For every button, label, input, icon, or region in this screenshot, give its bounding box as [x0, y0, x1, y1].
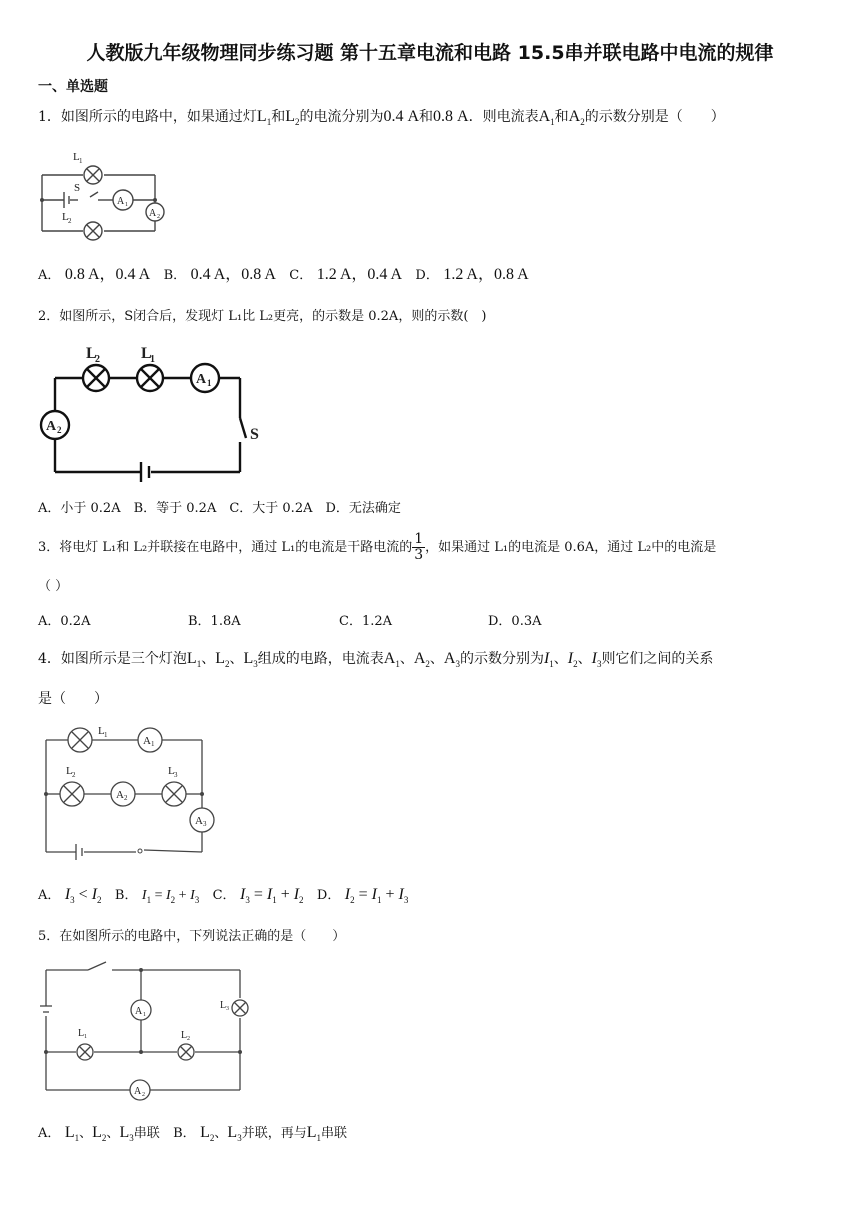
svg-text:1: 1	[84, 1034, 87, 1040]
svg-text:1: 1	[104, 731, 108, 739]
svg-text:2: 2	[95, 354, 100, 365]
page-title: 人教版九年级物理同步练习题 第十五章电流和电路 15.5串并联电路中电流的规律	[86, 42, 774, 64]
q2-circuit-diagram	[38, 338, 278, 480]
q1-circuit-diagram	[38, 148, 168, 243]
question-5: 5．在如图所示的电路中，下列说法正确的是（ ）	[38, 929, 346, 944]
q5-circuit-diagram	[38, 960, 263, 1102]
svg-text:L: L	[141, 345, 152, 362]
svg-text:L: L	[98, 725, 105, 737]
question-2-options: A．小于 0.2A B．等于 0.2A C．大于 0.2A D．无法确定	[38, 501, 401, 516]
svg-text:A: A	[117, 196, 125, 207]
svg-text:1: 1	[150, 354, 155, 365]
question-3-paren: （ ）	[38, 579, 69, 594]
q3-option-c: C．1.2A	[339, 614, 393, 629]
section-heading: 一、单选题	[38, 79, 108, 95]
svg-text:2: 2	[187, 1036, 190, 1042]
q4-circuit-diagram	[38, 722, 218, 864]
svg-text:1: 1	[207, 378, 212, 388]
svg-text:L: L	[86, 345, 97, 362]
svg-text:1: 1	[79, 157, 83, 165]
svg-text:1: 1	[125, 202, 128, 208]
svg-text:A: A	[134, 1086, 142, 1097]
svg-text:A: A	[46, 419, 57, 434]
svg-text:L: L	[220, 1000, 227, 1011]
svg-text:A: A	[116, 789, 124, 801]
svg-text:A: A	[135, 1006, 143, 1017]
question-1-options: A． 0.8 A，0.4 A B． 0.4 A，0.8 A C． 1.2 A，0.4 A D． 1.2 A，0.8 A	[38, 266, 529, 283]
q3-option-d: D．0.3A	[488, 614, 542, 629]
svg-text:3: 3	[203, 820, 207, 828]
svg-text:A: A	[196, 372, 207, 387]
svg-text:L: L	[66, 765, 73, 777]
svg-text:2: 2	[72, 771, 76, 779]
svg-text:3: 3	[226, 1006, 229, 1012]
svg-text:1: 1	[143, 1012, 146, 1018]
svg-text:A: A	[149, 208, 157, 219]
svg-text:S: S	[250, 426, 259, 443]
svg-text:2: 2	[124, 794, 128, 802]
svg-text:L: L	[168, 765, 175, 777]
question-1: 1．如图所示的电路中，如果通过灯$L_1$和$L_2$的电流分别为0.4 A和0.8 A．则电流表$A_1$和$A_2$的示数分别是（ ）	[38, 108, 725, 128]
svg-text:L: L	[78, 1028, 85, 1039]
svg-text:2: 2	[142, 1092, 145, 1098]
question-2: 2．如图所示，S闭合后，发现灯 L₁比 L₂更亮，的示数是 0.2A，则的示数( )	[38, 309, 487, 324]
svg-text:L: L	[73, 151, 80, 163]
fraction-one-third: $\frac{1}{3}$	[414, 531, 424, 563]
question-4-options: A． $I_3 < I_2$ B． $I_1 = I_2 + I_3$ C． $I_3 = I_1 + I_2$ D． $I_2 = I_1 + I_3$	[38, 886, 409, 906]
svg-text:L: L	[181, 1030, 188, 1041]
svg-text:3: 3	[174, 771, 178, 779]
svg-text:2: 2	[157, 214, 160, 220]
svg-text:2: 2	[68, 217, 72, 225]
svg-text:1: 1	[151, 740, 155, 748]
question-3: 3．将电灯 L₁和 L₂并联接在电路中，通过 L₁的电流是干路电流的 $\frac{1}{3}$ ，如果通过 L₁的电流是 0.6A，通过 L₂中的电流是	[38, 531, 717, 563]
q3-option-a: A．0.2A	[38, 614, 91, 629]
question-4: 4．如图所示是三个灯泡$L_1$、$L_2$、$L_3$组成的电路，电流表$A_1$、$A_2$、$A_3$的示数分别为$I_1$、$I_2$、$I_3$则它们之间的关系	[38, 650, 714, 670]
question-4-cont: 是（ ）	[38, 691, 108, 707]
svg-text:L: L	[62, 211, 69, 223]
svg-text:S: S	[74, 182, 81, 194]
svg-text:A: A	[143, 735, 151, 747]
question-5-options: A． $L_1$、$L_2$、$L_3$串联 B． $L_2$、$L_3$并联，再与$L_1$串联	[38, 1124, 347, 1144]
svg-text:A: A	[195, 815, 203, 827]
q3-option-b: B．1.8A	[188, 614, 241, 629]
svg-text:2: 2	[57, 425, 62, 435]
